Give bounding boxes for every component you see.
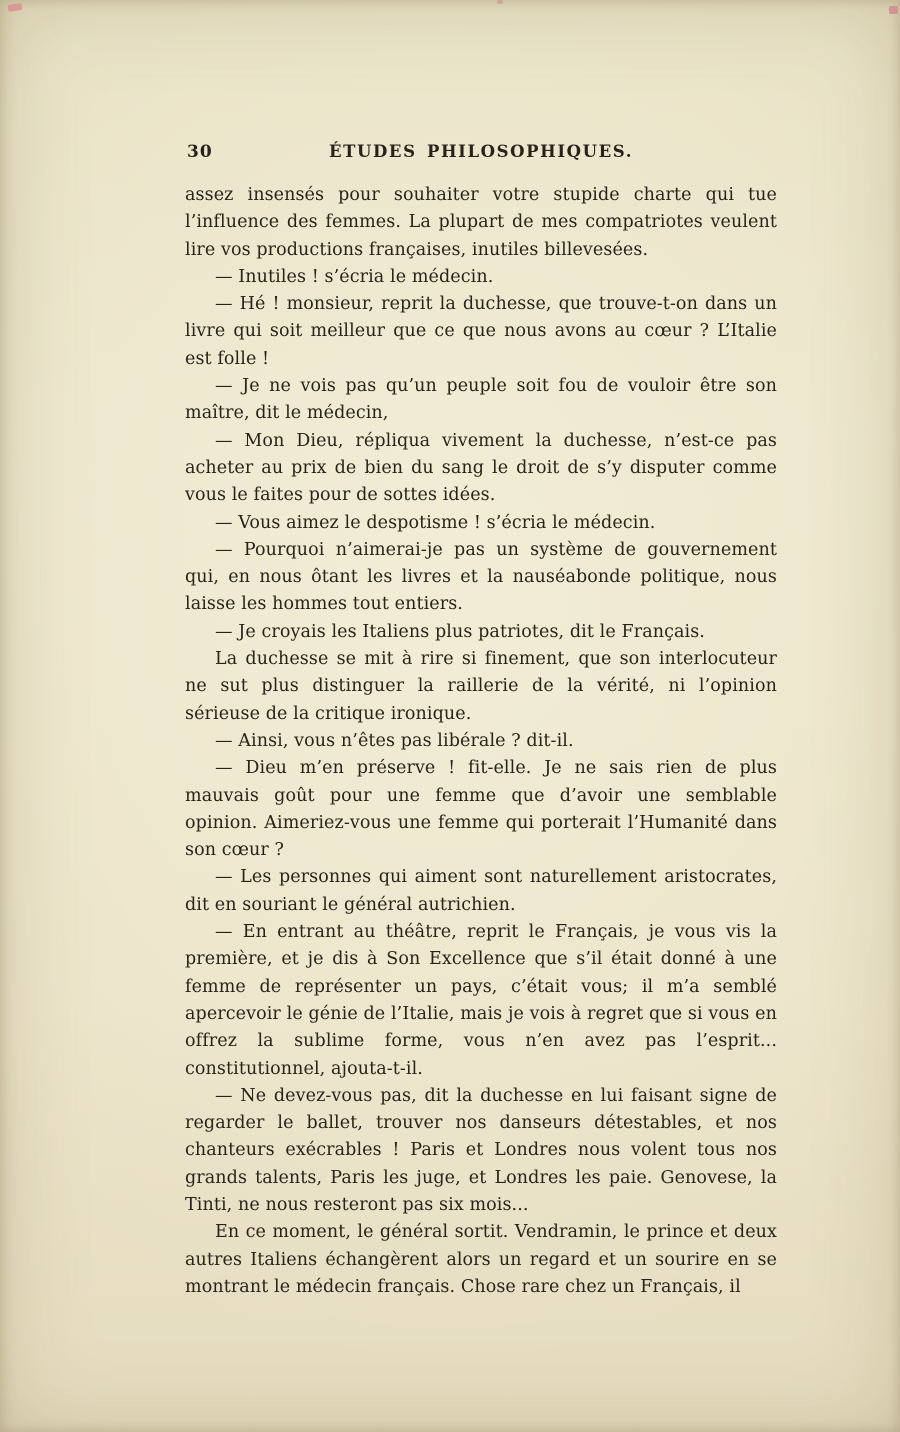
paragraph: En ce moment, le général sortit. Vendramin, le prince et deux autres Italiens échangèrent alors un regard et un sourire en se montrant le médecin français. Chose rare chez un Français, il (185, 1222, 777, 1297)
paragraph: — Ne devez-vous pas, dit la duchesse en lui faisant signe de regarder le ballet, trouver nos danseurs détestables, et nos chanteurs exécrables ! Paris et Londres nous volent tous nos grands talents, Paris les juge, et Londres les paie. Genovese, la Tinti, ne nous resteront pas six mois... (185, 1085, 777, 1215)
paragraph: — Je croyais les Italiens plus patriotes, dit le Français. (215, 621, 705, 642)
scan-artifact (889, 6, 898, 14)
paragraph: assez insensés pour souhaiter votre stupide charte qui tue l’influence des femmes. La plupart de mes compatriotes veulent lire vos productions françaises, inutiles billevesées. (185, 185, 777, 260)
paragraph: — Hé ! monsieur, reprit la duchesse, que trouve-t-on dans un livre qui soit meilleur que ce que nous avons au cœur ? L’Italie est folle ! (185, 294, 777, 369)
page-number: 30 (187, 142, 213, 162)
page-content (185, 142, 777, 1301)
scan-artifact (497, 0, 503, 4)
paragraph: La duchesse se mit à rire si finement, que son interlocuteur ne sut plus distinguer la raillerie de la vérité, ni l’opinion sérieuse de la critique ironique. (185, 649, 777, 724)
paragraph: — Les personnes qui aiment sont naturellement aristocrates, dit en souriant le général autrichien. (185, 867, 777, 915)
paragraph: — Dieu m’en préserve ! fit-elle. Je ne sais rien de plus mauvais goût pour une femme que d’avoir une semblable opinion. Aimeriez-vous une femme qui porterait l’Humanité dans son cœur ? (185, 758, 777, 861)
paragraph: — Ainsi, vous n’êtes pas libérale ? dit-il. (215, 730, 574, 751)
page-header (185, 142, 777, 166)
paragraph: — Je ne vois pas qu’un peuple soit fou de vouloir être son maître, dit le médecin, (185, 376, 777, 424)
scan-artifact (8, 3, 23, 12)
paragraph: — Pourquoi n’aimerai-je pas un système de gouvernement qui, en nous ôtant les livres et la nauséabonde politique, nous laisse les hommes tout entiers. (185, 539, 777, 615)
running-title: ÉTUDES PHILOSOPHIQUES. (328, 142, 634, 161)
paragraph: — Mon Dieu, répliqua vivement la duchesse, n’est-ce pas acheter au prix de bien du sang le droit de s’y disputer comme vous le faites pour de sottes idées. (185, 430, 777, 506)
paragraph: — En entrant au théâtre, reprit le Français, je vous vis la première, et je dis à Son Excellence que s’il était donné à une femme de représenter un pays, c’était vous; il m’a semblé apercevoir le génie de l’Italie, mais je vois à regret que si vous en offrez la sublime forme, vous n’en avez pas l’esprit... constitutionnel, ajouta-t-il. (185, 922, 777, 1079)
paragraph: — Inutiles ! s’écria le médecin. (215, 266, 494, 287)
page-body (185, 182, 777, 1301)
paragraph: — Vous aimez le despotisme ! s’écria le médecin. (215, 512, 656, 533)
